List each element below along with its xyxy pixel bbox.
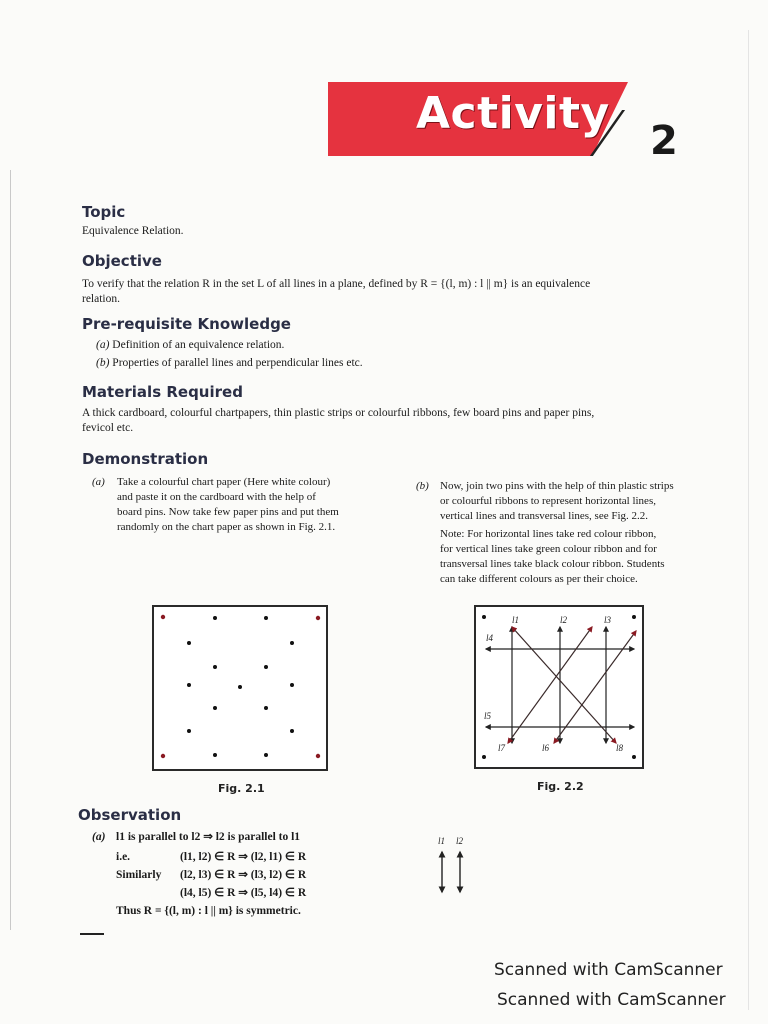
pin-dot: [264, 753, 268, 757]
prereq-item-b: [96, 356, 363, 371]
demo-a-line: Take a colourful chart paper (Here white colour): [117, 476, 331, 488]
pin-dot: [213, 706, 217, 710]
bottom-rule: [80, 933, 104, 935]
fig-2-2-caption: Fig. 2.2: [537, 780, 584, 793]
transversal-line: [508, 627, 592, 743]
camscanner-watermark-1: Scanned with CamScanner: [494, 960, 723, 980]
pin-dot: [187, 683, 191, 687]
pin-dot: [264, 706, 268, 710]
figure-2-2: [474, 605, 644, 769]
observation-heading: Observation: [78, 806, 182, 824]
pin-dot: [187, 641, 191, 645]
demo-b-line: for vertical lines take green colour ribbon and for: [440, 543, 657, 555]
pin-dot: [290, 641, 294, 645]
demo-b-line: vertical lines and transversal lines, see Fig. 2.2.: [440, 510, 649, 522]
materials-line-1: A thick cardboard, colourful chartpapers, thin plastic strips or colourful ribbons, few board pins and paper pins,: [82, 407, 595, 419]
pin-dot: [290, 729, 294, 733]
obs-sim-expr-2: (l4, l5) ∈ R ⇒ (l5, l4) ∈ R: [180, 887, 307, 899]
fig-2-2-label-l8: l8: [616, 743, 624, 753]
parallel-label-l2: l2: [456, 836, 464, 846]
pin-dot: [213, 616, 217, 620]
fig-2-2-label-l2: l2: [560, 615, 568, 625]
prereq-heading: Pre-requisite Knowledge: [82, 315, 291, 333]
fig-2-2-label-l6: l6: [542, 743, 550, 753]
scan-left-edge: [10, 170, 11, 930]
obs-ie-expr: (l1, l2) ∈ R ⇒ (l2, l1) ∈ R: [180, 851, 307, 863]
parallel-arrows: [436, 836, 476, 896]
prereq-item-b-label: (b): [96, 357, 110, 369]
parallel-label-l1: l1: [438, 836, 446, 846]
pin-dot: [264, 665, 268, 669]
obs-line-1: l1 is parallel to l2 ⇒ l2 is parallel to l1: [116, 831, 301, 843]
topic-text: Equivalence Relation.: [82, 225, 184, 237]
banner-title: Activity: [416, 88, 610, 139]
figure-2-1: [152, 605, 328, 771]
prereq-item-a-label: (a): [96, 339, 110, 351]
demo-b-line: or colourful ribbons to represent horizontal lines,: [440, 495, 656, 507]
fig-2-2-label-l7: l7: [498, 743, 506, 753]
prereq-item-a-text: Definition of an equivalence relation.: [112, 339, 285, 351]
pin-dot: [632, 615, 636, 619]
materials-line-2: fevicol etc.: [82, 422, 134, 434]
demo-b-text: [440, 479, 740, 587]
fig-2-2-label-l5: l5: [484, 711, 492, 721]
pin-dot: [264, 616, 268, 620]
pin-dot: [161, 754, 165, 758]
obs-a-label: (a): [92, 831, 106, 843]
obs-ie-label: i.e.: [116, 851, 131, 863]
fig-2-2-label-l3: l3: [604, 615, 612, 625]
fig-2-1-caption: Fig. 2.1: [218, 782, 265, 795]
demo-a-line: board pins. Now take few paper pins and put them: [117, 506, 339, 518]
pin-dot: [161, 615, 165, 619]
materials-heading: Materials Required: [82, 383, 243, 401]
pin-dot: [632, 755, 636, 759]
demonstration-heading: Demonstration: [82, 450, 209, 468]
pin-dot: [187, 729, 191, 733]
fig-2-1-pins: [154, 607, 326, 769]
pin-dot: [316, 616, 320, 620]
fig-2-2-label-l4: l4: [486, 633, 494, 643]
parallel-arrows-icon: [436, 848, 472, 896]
obs-similarly-label: Similarly: [116, 869, 162, 881]
objective-line-1: To verify that the relation R in the set L of all lines in a plane, defined by R = {(l, m) : l || m} is an equivalence: [82, 278, 591, 290]
objective-heading: Objective: [82, 252, 162, 270]
pin-dot: [238, 685, 242, 689]
prereq-item-b-text: Properties of parallel lines and perpendicular lines etc.: [112, 357, 363, 369]
pin-dot: [316, 754, 320, 758]
obs-thus: Thus R = {(l, m) : l || m} is symmetric.: [116, 905, 301, 917]
pin-dot: [213, 753, 217, 757]
pin-dot: [482, 755, 486, 759]
demo-b-line: can take different colours as per their choice.: [440, 573, 638, 585]
scan-right-edge: [748, 30, 749, 1010]
fig-2-2-label-l1: l1: [512, 615, 520, 625]
demo-a-line: and paste it on the cardboard with the help of: [117, 491, 316, 503]
demo-b-line: transversal lines take black colour ribbon. Students: [440, 558, 665, 570]
activity-banner: [328, 82, 696, 182]
demo-a-text: [117, 475, 409, 535]
demo-b-label: (b): [416, 480, 429, 492]
objective-line-2: relation.: [82, 293, 120, 305]
camscanner-watermark-2: Scanned with CamScanner: [497, 990, 726, 1010]
demo-a-label: (a): [92, 476, 105, 488]
pin-dot: [482, 615, 486, 619]
demo-b-line: Now, join two pins with the help of thin plastic strips: [440, 480, 674, 492]
transversal-line: [512, 627, 616, 743]
pin-dot: [213, 665, 217, 669]
obs-sim-expr-1: (l2, l3) ∈ R ⇒ (l3, l2) ∈ R: [180, 869, 307, 881]
demo-b-line: Note: For horizontal lines take red colour ribbon,: [440, 528, 657, 540]
topic-heading: Topic: [82, 203, 126, 221]
demo-a-line: randomly on the chart paper as shown in Fig. 2.1.: [117, 521, 336, 533]
banner-number: 2: [650, 118, 678, 164]
pin-dot: [290, 683, 294, 687]
prereq-item-a: [96, 338, 284, 353]
